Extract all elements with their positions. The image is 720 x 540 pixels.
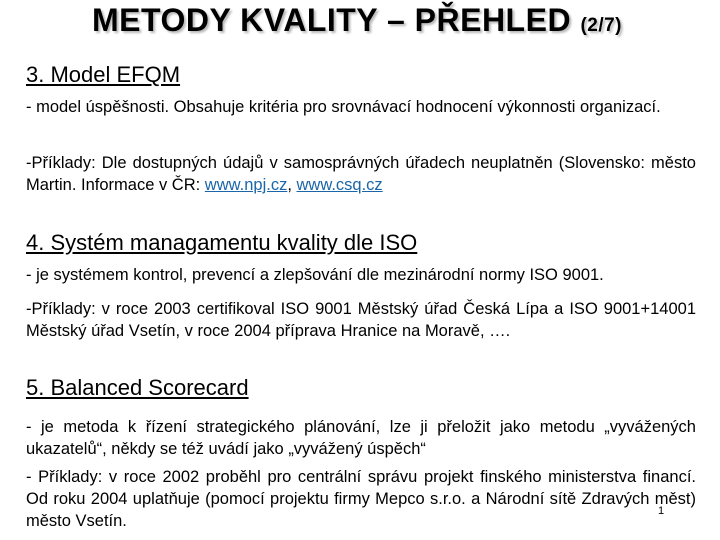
- page-number: 1: [658, 505, 665, 517]
- heading-iso: 4. Systém managamentu kvality dle ISO: [26, 230, 418, 255]
- heading-efqm: 3. Model EFQM: [26, 62, 181, 87]
- efqm-description: - model úspěšnosti. Obsahuje kritéria pro srovnávací hodnocení výkonnosti organizací.: [26, 98, 661, 116]
- efqm-examples-text: -Příklady: Dle dostupných údajů v samosprávných úřadech neuplatněn (Slovensko: město Martin. Informace v ČR:: [26, 154, 696, 194]
- efqm-examples: [26, 152, 696, 196]
- link-separator: ,: [287, 176, 297, 194]
- heading-bsc: 5. Balanced Scorecard: [26, 375, 249, 400]
- title-counter: (2/7): [580, 15, 623, 36]
- page-title: [92, 2, 652, 39]
- link-npj[interactable]: www.npj.cz: [204, 176, 288, 194]
- link-csq[interactable]: www.csq.cz: [296, 176, 383, 194]
- iso-examples: -Příklady: v roce 2003 certifikoval ISO 9001 Městský úřad Česká Lípa a ISO 9001+14001 Městský úřad Vsetín, v roce 2004 příprava Hranice na Moravě, ….: [26, 300, 696, 340]
- bsc-description: - je metoda k řízení strategického plánování, lze ji přeložit jako metodu „vyvážených ukazatelů“, někdy se též uvádí jako „vyvážený úspěch“: [26, 418, 696, 458]
- bsc-examples: - Příklady: v roce 2002 proběhl pro centrální správu projekt finského ministerstva financí. Od roku 2004 uplatňuje (pomocí projektu firmy Mepco s.r.o. a Národní sítě Zdravých měst) město Vsetín.: [26, 468, 696, 530]
- iso-description: - je systémem kontrol, prevencí a zlepšování dle mezinárodní normy ISO 9001.: [26, 266, 604, 284]
- title-main: METODY KVALITY – PŘEHLED: [92, 2, 572, 38]
